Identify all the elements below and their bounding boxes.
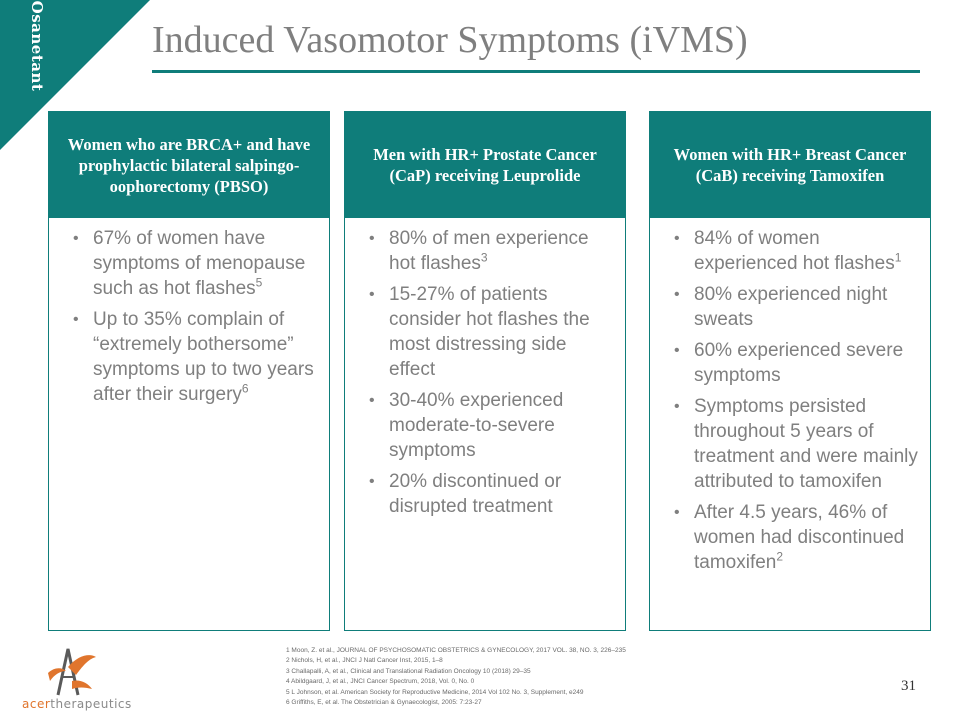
bullet-list (49, 218, 329, 407)
citation-superscript: 1 (894, 250, 902, 265)
citation-superscript: 5 (255, 275, 263, 290)
logo-prefix: acer (22, 697, 51, 711)
bullet-item (670, 394, 922, 494)
reference-item: 3 Challapalli, A, et al., Clinical and Translational Radiation Oncology 10 (2018) 29–35 (286, 667, 531, 675)
bullet-item (365, 226, 617, 276)
bullet-text: 80% of men experience hot flashes (389, 228, 589, 274)
bullet-text: 67% of women have symptoms of menopause such as hot flashes (93, 228, 306, 299)
reference-item: 1 Moon, Z. et al., JOURNAL OF PSYCHOSOMATIC OBSTETRICS & GYNECOLOGY, 2017 VOL. 38, NO. 3, 226–235 (286, 647, 626, 654)
citation-superscript: 6 (241, 381, 249, 396)
citation-superscript: 2 (776, 549, 784, 564)
reference-item: 4 Abildgaard, J, et al., JNCI Cancer Spectrum, 2018, Vol. 0, No. 0 (286, 678, 475, 686)
reference-item: 6 Griffiths, E, et al. The Obstetrician & Gynaecologist, 2005: 7:23-27 (286, 699, 482, 707)
page-title: Induced Vasomotor Symptoms (iVMS) (152, 19, 748, 61)
column-breast-cancer (649, 111, 931, 631)
references (286, 646, 626, 708)
logo-suffix: therapeutics (50, 697, 132, 711)
column-header: Women who are BRCA+ and have prophylactic bilateral salpingo-oophorectomy (PBSO) (49, 112, 329, 218)
bullet-text: 80% experienced night sweats (694, 284, 888, 330)
bullet-text: 20% discontinued or disrupted treatment (389, 471, 562, 517)
bullet-text: 30-40% experienced moderate-to-severe symptoms (389, 390, 564, 461)
citation-superscript: 3 (480, 250, 488, 265)
bullet-text: 60% experienced severe symptoms (694, 340, 904, 386)
bullet-item (670, 338, 922, 388)
bullet-text: After 4.5 years, 46% of women had discontinued tamoxifen (694, 502, 905, 573)
bullet-list (345, 218, 625, 519)
bullet-text: 15-27% of patients consider hot flashes the most distressing side effect (389, 284, 590, 380)
logo-wordmark (22, 697, 132, 711)
brand-tab-label: Osanetant (28, 0, 46, 92)
column-prostate-cancer (344, 111, 626, 631)
bullet-item (670, 226, 922, 276)
bullet-text: 84% of women experienced hot flashes (694, 228, 895, 274)
company-logo (22, 645, 132, 715)
bullet-item (69, 307, 321, 407)
title-divider (152, 70, 920, 73)
bullet-item (69, 226, 321, 301)
column-header: Men with HR+ Prostate Cancer (CaP) receiving Leuprolide (345, 112, 625, 218)
bullet-item (365, 282, 617, 382)
bullet-text: Symptoms persisted throughout 5 years of treatment and were mainly attributed to tamoxifen (694, 396, 918, 492)
bullet-text: Up to 35% complain of “extremely bothersome” symptoms up to two years after their surgery (93, 309, 314, 405)
logo-leaf-icon (38, 645, 98, 697)
column-brca-pbso (48, 111, 330, 631)
bullet-item (365, 469, 617, 519)
reference-item: 5 L Johnson, et al. American Society for Reproductive Medicine, 2014 Vol 102 No. 3, Supplement, e249 (286, 688, 584, 696)
bullet-item (670, 282, 922, 332)
bullet-list (650, 218, 930, 575)
page-number: 31 (901, 678, 916, 694)
reference-item: 2 Nichols, H, et al., JNCI J Natl Cancer Inst, 2015, 1–8 (286, 657, 443, 665)
column-header: Women with HR+ Breast Cancer (CaB) receiving Tamoxifen (650, 112, 930, 218)
bullet-item (365, 388, 617, 463)
bullet-item (670, 500, 922, 575)
